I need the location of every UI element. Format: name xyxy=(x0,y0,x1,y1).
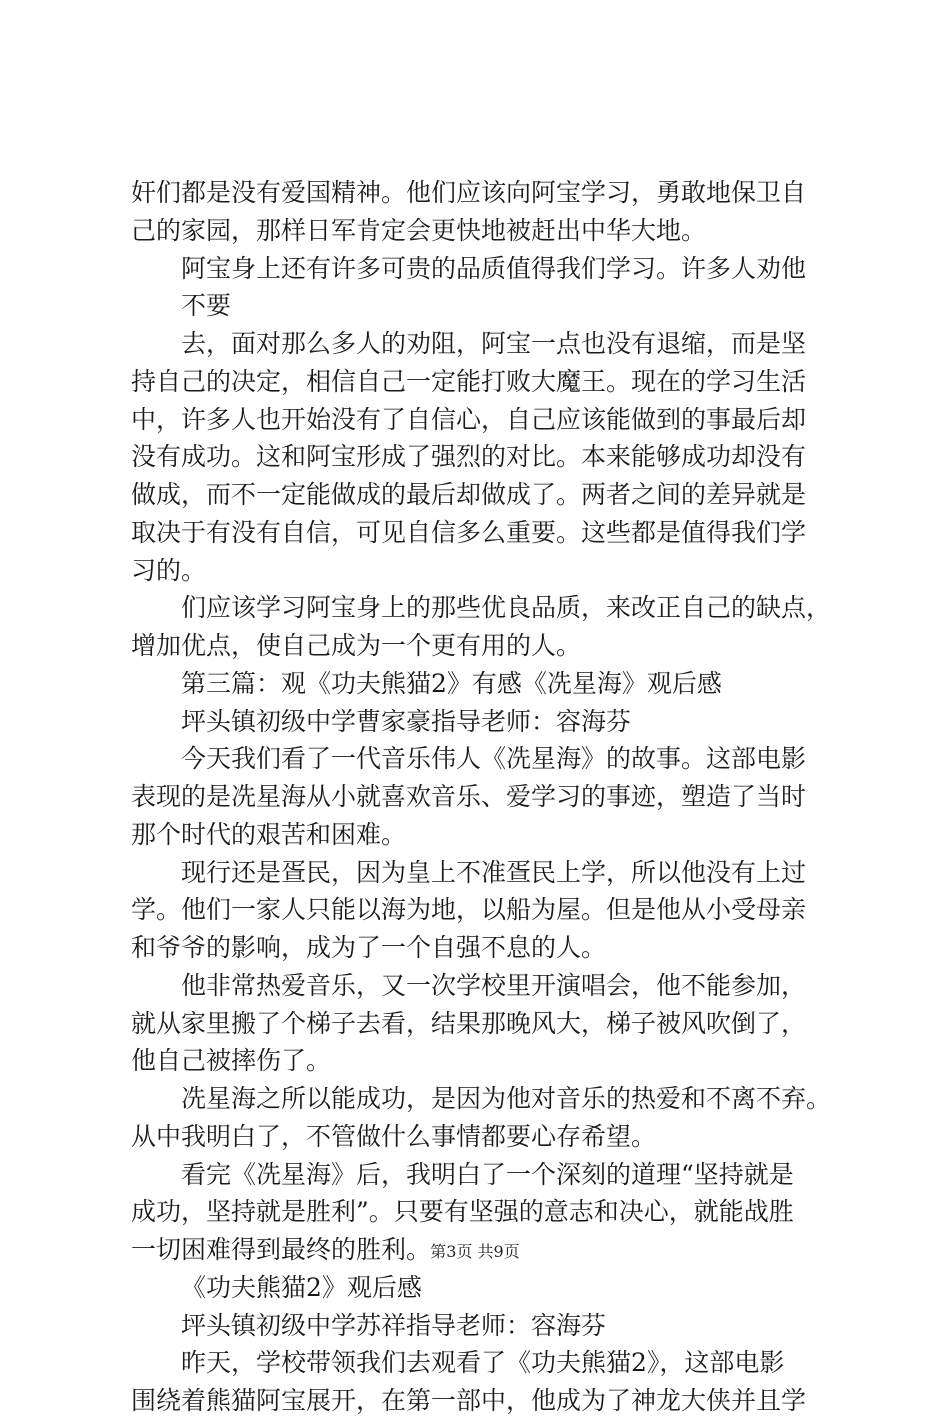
text-line: 他自己被摔伤了。 xyxy=(131,1046,332,1076)
text-line: 从中我明白了，不管做什么事情都要心存希望。 xyxy=(131,1121,657,1151)
text-line: 坪头镇初级中学曹家豪指导老师：容海芬 xyxy=(181,706,632,736)
text-line: 和爷爷的影响，成为了一个自强不息的人。 xyxy=(131,933,607,962)
text-line: 己的家园，那样日军肯定会更快地被赶出中华大地。 xyxy=(131,215,707,245)
text-line: 阿宝身上还有许多可贵的品质值得我们学习。许多人劝他 xyxy=(181,253,807,283)
text-line: 增加优点，使自己成为一个更有用的人。 xyxy=(131,631,582,660)
text-line: 就从家里搬了个梯子去看，结果那晚风大，梯子被风吹倒了， xyxy=(131,1008,807,1038)
text-line: 表现的是冼星海从小就喜欢音乐、爱学习的事迹，塑造了当时 xyxy=(131,782,807,811)
text-line: 们应该学习阿宝身上的那些优良品质，来改正自己的缺点， xyxy=(181,593,832,623)
text-line: 《功夫熊猫2》观后感 xyxy=(181,1272,422,1302)
text-line: 看完《冼星海》后，我明白了一个深刻的道理“坚持就是 xyxy=(181,1159,794,1189)
text-line: 围绕着熊猫阿宝展开，在第一部中，他成为了神龙大侠并且学 xyxy=(131,1386,807,1415)
text-line: 一切困难得到最终的胜利。 xyxy=(131,1235,432,1264)
text-line: 坪头镇初级中学苏祥指导老师：容海芬 xyxy=(181,1310,607,1340)
text-line: 现行还是疍民，因为皇上不准疍民上学，所以他没有上过 xyxy=(181,857,807,887)
text-line: 他非常热爱音乐，又一次学校里开演唱会，他不能参加， xyxy=(181,970,807,1000)
text-line: 不要 xyxy=(181,291,232,321)
text-line: 学。他们一家人只能以海为地，以船为屋。但是他从小受母亲 xyxy=(131,895,807,925)
text-line: 做成，而不一定能做成的最后却做成了。两者之间的差异就是 xyxy=(131,480,807,509)
text-line: 那个时代的艰苦和困难。 xyxy=(131,819,407,849)
text-line: 今天我们看了一代音乐伟人《冼星海》的故事。这部电影 xyxy=(181,744,807,774)
text-line: 第三篇：观《功夫熊猫2》有感《冼星海》观后感 xyxy=(181,668,722,698)
text-line: 持自己的决定，相信自己一定能打败大魔王。现在的学习生活 xyxy=(131,366,807,396)
text-line: 去，面对那么多人的劝阻，阿宝一点也没有退缩，而是坚 xyxy=(181,329,807,358)
text-line: 没有成功。这和阿宝形成了强烈的对比。本来能够成功却没有 xyxy=(131,442,807,472)
document-body xyxy=(131,174,833,1420)
text-line: 冼星海之所以能成功，是因为他对音乐的热爱和不离不弃。 xyxy=(181,1084,832,1113)
text-line: 成功，坚持就是胜利”。只要有坚强的意志和决心，就能战胜 xyxy=(131,1197,794,1227)
text-line: 中，许多人也开始没有了自信心，自己应该能做到的事最后却 xyxy=(131,404,807,434)
text-line: 昨天，学校带领我们去观看了《功夫熊猫2》，这部电影 xyxy=(181,1348,785,1378)
text-line: 习的。 xyxy=(131,555,207,585)
text-line: 取决于有没有自信，可见自信多么重要。这些都是值得我们学 xyxy=(131,517,807,547)
text-line: 奸们都是没有爱国精神。他们应该向阿宝学习，勇敢地保卫自 xyxy=(131,178,807,207)
page-footer: 第3页 共9页 xyxy=(430,1242,520,1261)
